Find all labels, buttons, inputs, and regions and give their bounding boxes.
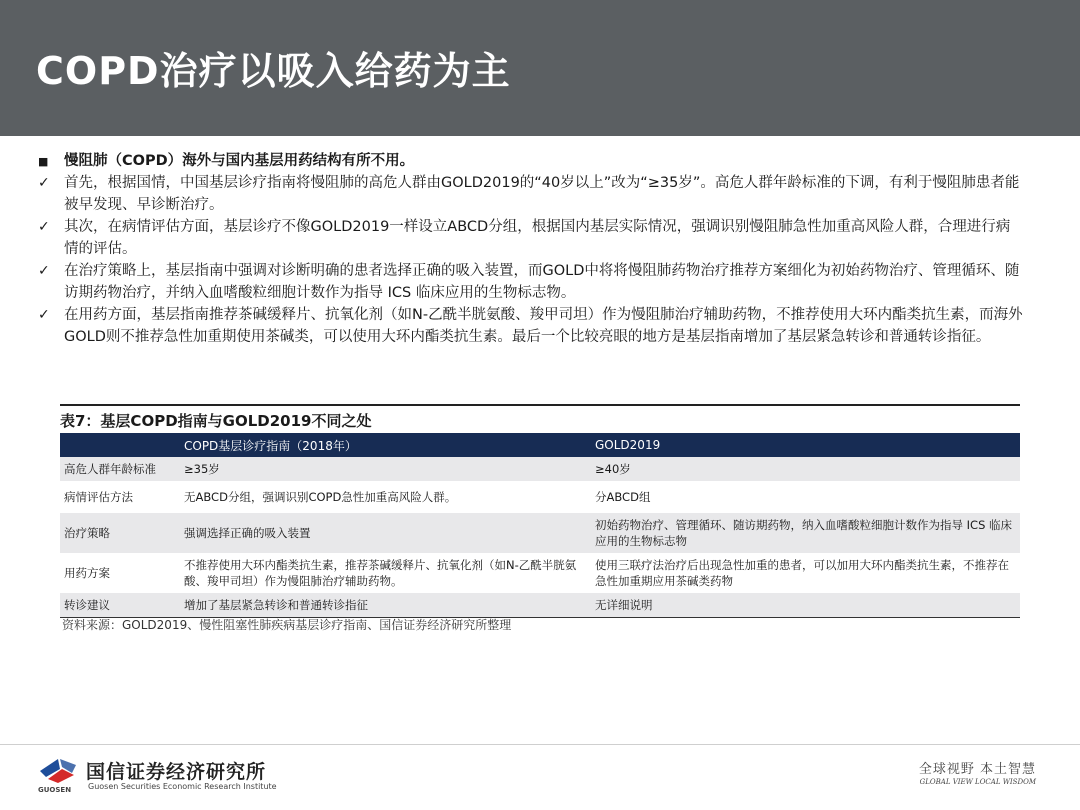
table-row [60, 513, 1020, 553]
bullet-item [38, 304, 1023, 348]
bullet-item [38, 216, 1023, 260]
table-cell: ≥40岁 [591, 457, 1020, 481]
table-row [60, 593, 1020, 617]
table-cell: 不推荐使用大环内酯类抗生素，推荐茶碱缓释片、抗氧化剂（如N-乙酰半胱氨酸、羧甲司坦）作为慢阻肺治疗辅助药物。 [180, 553, 591, 593]
slide-header [0, 0, 1080, 136]
row-label: 高危人群年龄标准 [60, 457, 180, 481]
checkmark-icon: ✓ [38, 263, 50, 279]
table-title: 表7：基层COPD指南与GOLD2019不同之处 [60, 412, 372, 430]
table-row [60, 481, 1020, 513]
bullet-text: 慢阻肺（COPD）海外与国内基层用药结构有所不用。 [64, 153, 415, 169]
table-cell: 增加了基层紧急转诊和普通转诊指征 [180, 593, 591, 617]
source-note: 资料来源：GOLD2019、慢性阻塞性肺疾病基层诊疗指南、国信证券经济研究所整理 [62, 618, 512, 632]
logo-wordmark: GUOSEN [38, 786, 72, 794]
row-label: 治疗策略 [60, 513, 180, 553]
column-header: GOLD2019 [591, 433, 1020, 457]
table-cell: 分ABCD组 [591, 481, 1020, 513]
table-cell: 初始药物治疗、管理循环、随访期药物，纳入血嗜酸粒细胞计数作为指导 ICS 临床应用的生物标志物 [591, 513, 1020, 553]
slogan-english: GLOBAL VIEW LOCAL WISDOM [919, 778, 1036, 786]
table-row [60, 553, 1020, 593]
brand-name: 国信证券经济研究所 [86, 761, 267, 783]
checkmark-icon: ✓ [38, 219, 50, 235]
brand-name-english: Guosen Securities Economic Research Institute [88, 782, 277, 791]
bullet-text: 其次，在病情评估方面，基层诊疗不像GOLD2019一样设立ABCD分组，根据国内基层实际情况，强调识别慢阻肺急性加重高风险人群，合理进行病情的评估。 [64, 219, 1011, 257]
column-header: COPD基层诊疗指南（2018年） [180, 433, 591, 457]
row-label: 病情评估方法 [60, 481, 180, 513]
bullet-lead [38, 150, 1023, 172]
table-cell: 无详细说明 [591, 593, 1020, 617]
footer-divider [0, 744, 1080, 745]
bullet-list [38, 150, 1023, 348]
bullet-item [38, 260, 1023, 304]
slide-title: COPD治疗以吸入给药为主 [36, 49, 511, 93]
comparison-table [60, 433, 1020, 618]
table-caption [60, 404, 1020, 432]
table-cell: 使用三联疗法治疗后出现急性加重的患者，可以加用大环内酯类抗生素，不推荐在急性加重期应用茶碱类药物 [591, 553, 1020, 593]
column-header [60, 433, 180, 457]
table-cell: 强调选择正确的吸入装置 [180, 513, 591, 553]
bullet-text: 首先，根据国情，中国基层诊疗指南将慢阻肺的高危人群由GOLD2019的“40岁以上”改为“≥35岁”。高危人群年龄标准的下调，有利于慢阻肺患者能被早发现、早诊断治疗。 [64, 175, 1020, 213]
square-bullet-icon: ■ [38, 155, 49, 168]
bullet-text: 在用药方面，基层指南推荐茶碱缓释片、抗氧化剂（如N-乙酰半胱氨酸、羧甲司坦）作为慢阻肺治疗辅助药物，不推荐使用大环内酯类抗生素，而海外GOLD则不推荐急性加重期使用茶碱类，可以使用大环内酯类抗生素。最后一个比较亮眼的地方是基层指南增加了基层紧急转诊和普通转诊指征。 [64, 307, 1023, 345]
checkmark-icon: ✓ [38, 175, 50, 191]
row-label: 用药方案 [60, 553, 180, 593]
table-cell: 无ABCD分组，强调识别COPD急性加重高风险人群。 [180, 481, 591, 513]
guosen-logo-icon [38, 755, 78, 787]
bullet-item [38, 172, 1023, 216]
slogan: 全球视野 本土智慧 [918, 762, 1036, 777]
table-row [60, 457, 1020, 481]
checkmark-icon: ✓ [38, 307, 50, 323]
bullet-text: 在治疗策略上，基层指南中强调对诊断明确的患者选择正确的吸入装置，而GOLD中将将慢阻肺药物治疗推荐方案细化为初始药物治疗、管理循环、随访期药物治疗，并纳入血嗜酸粒细胞计数作为指导 ICS 临床应用的生物标志物。 [64, 263, 1020, 301]
table-cell: ≥35岁 [180, 457, 591, 481]
table-header-row [60, 433, 1020, 457]
row-label: 转诊建议 [60, 593, 180, 617]
